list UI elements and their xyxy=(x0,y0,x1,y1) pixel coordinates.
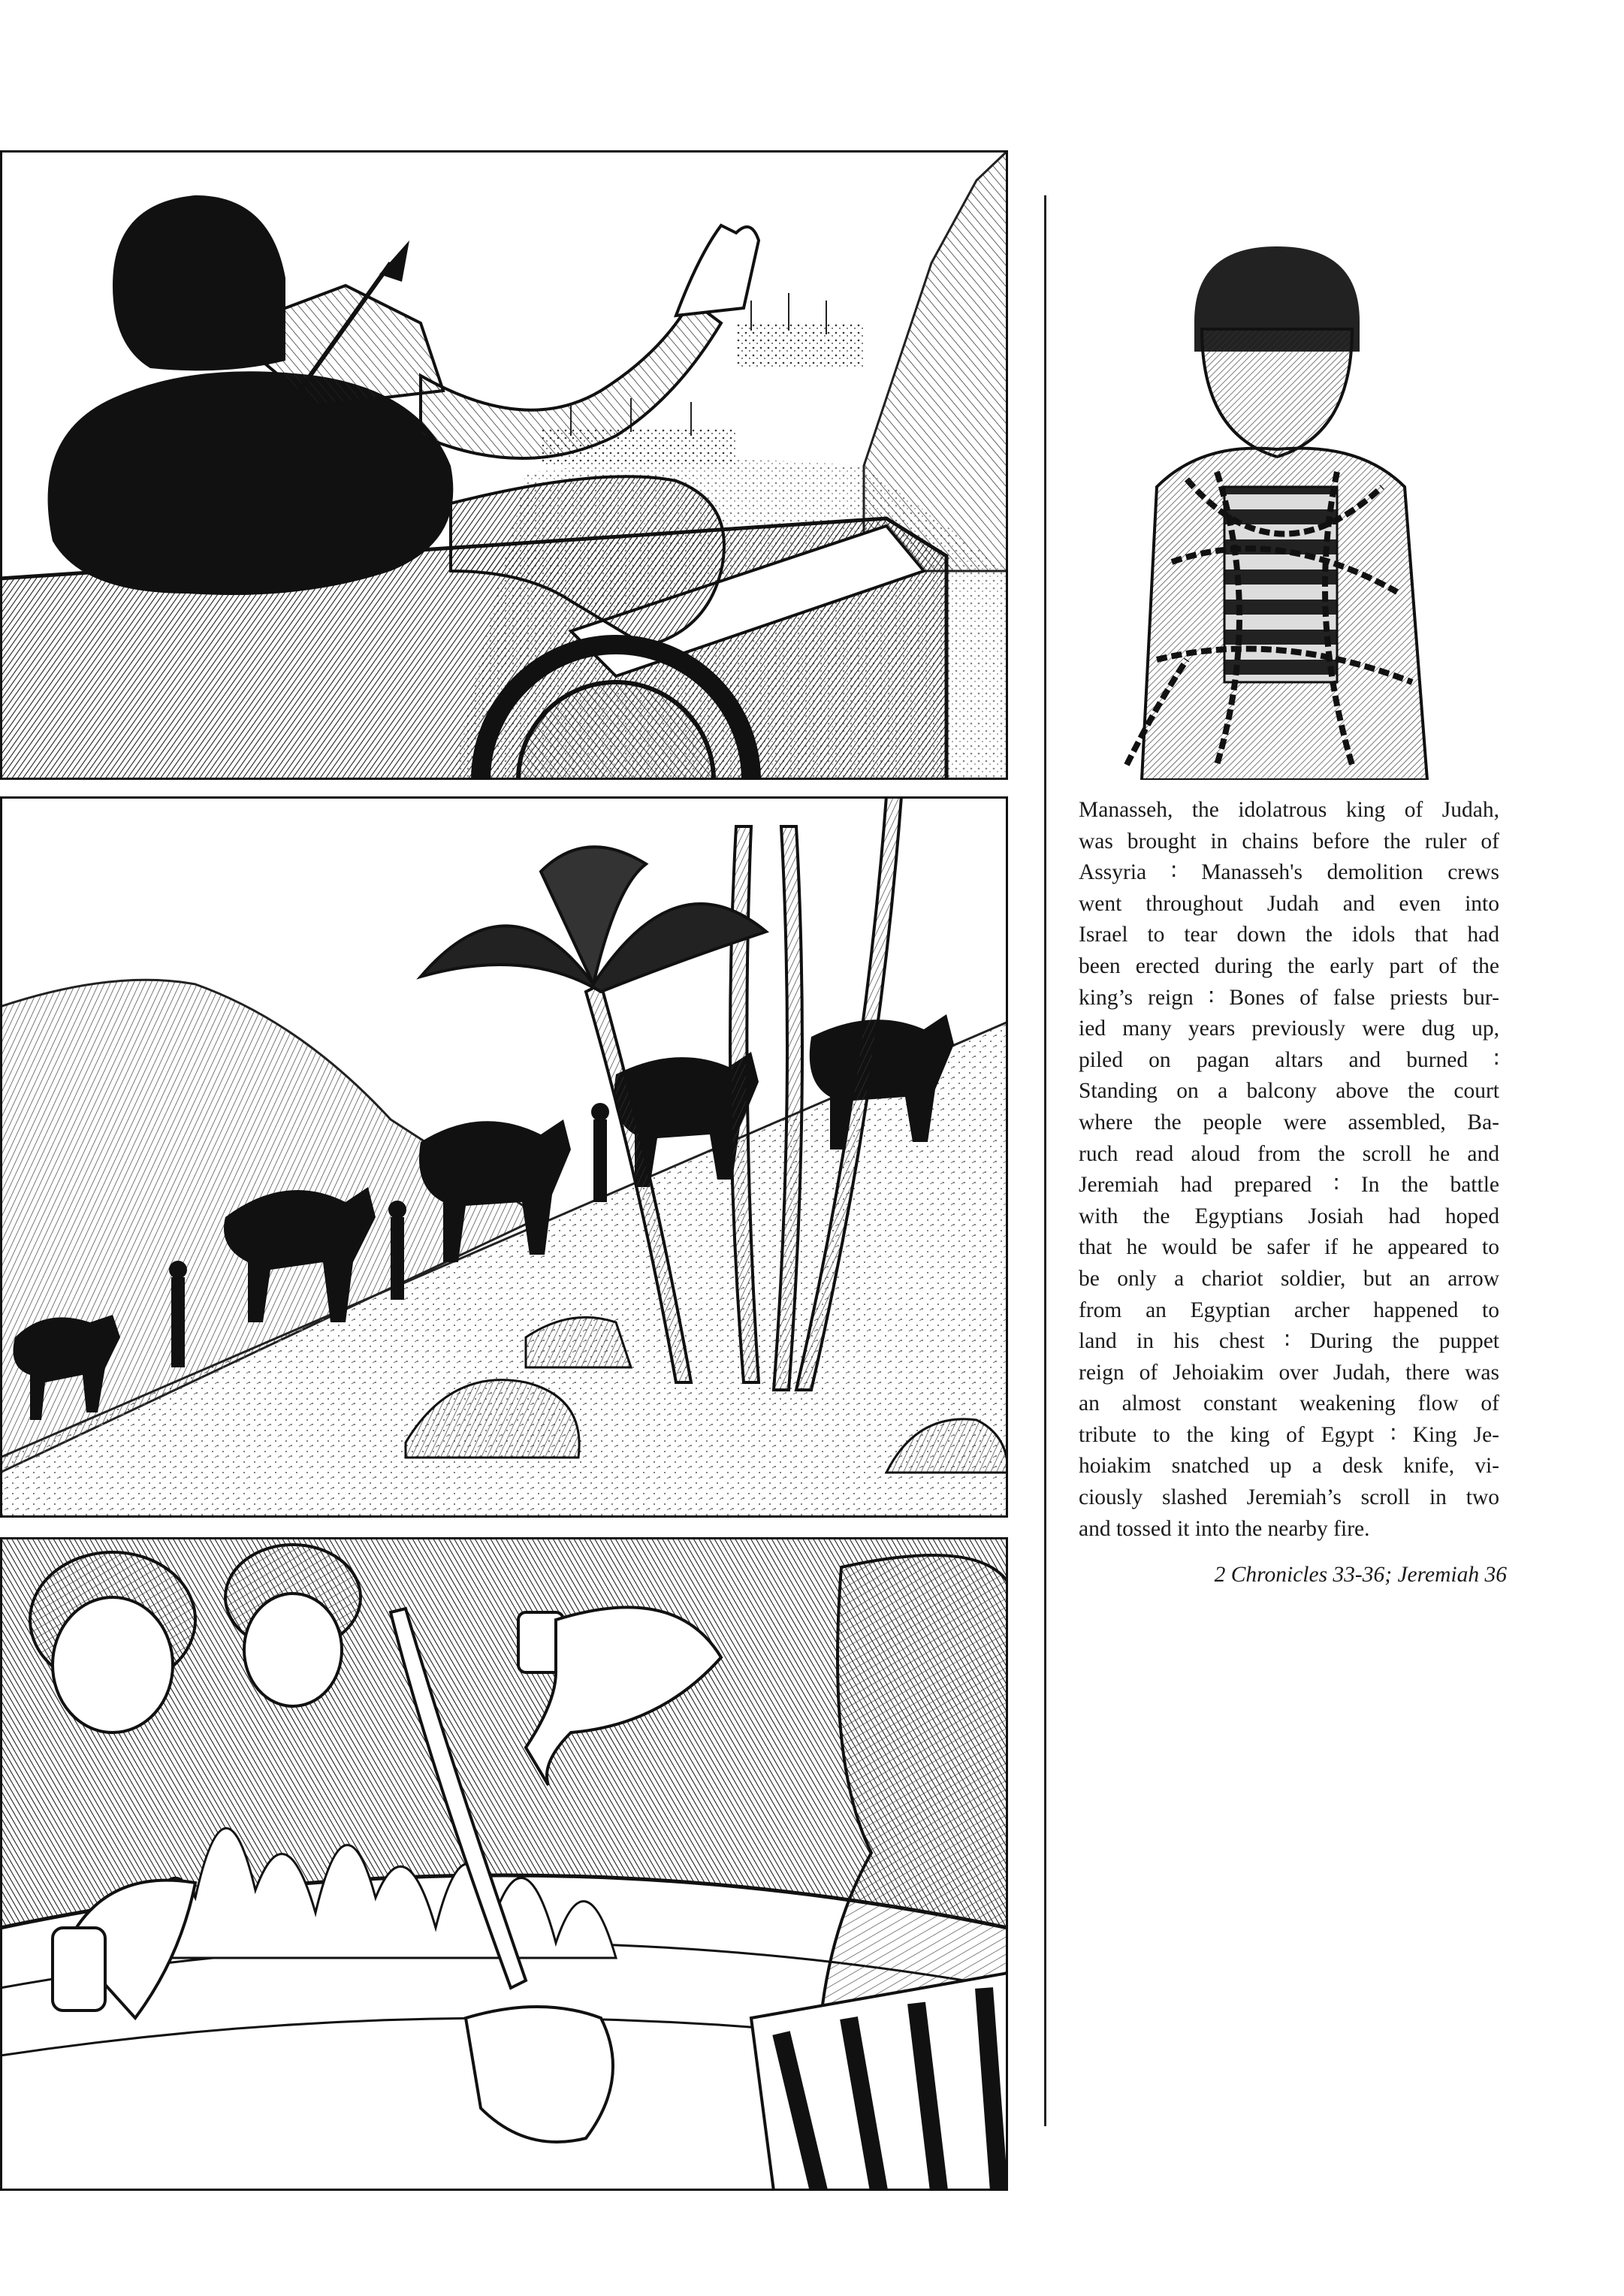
caption-line: from an Egyptian archer happened to xyxy=(1079,1298,1499,1322)
caption-line: Israel to tear down the idols that had xyxy=(1079,923,1499,947)
caption-line: king’s reign ∶ Bones of false priests bur- xyxy=(1079,985,1499,1010)
panel-scroll-burning-scene xyxy=(0,1537,1008,2191)
caption-line: and tossed it into the nearby fire. xyxy=(1079,1516,1370,1541)
caption-line: land in his chest ∶ During the puppet xyxy=(1079,1329,1499,1354)
caption-line: be only a chariot soldier, but an arrow xyxy=(1079,1266,1499,1291)
caption-line: where the people were assembled, Ba- xyxy=(1079,1110,1499,1134)
caravan-illustration xyxy=(0,796,1008,1518)
panel-chariot-scene xyxy=(0,150,1008,780)
column-divider xyxy=(1044,195,1046,2126)
scripture-reference: 2 Chronicles 33-36; Jeremiah 36 xyxy=(1214,1563,1507,1587)
caption-line: was brought in chains before the ruler of xyxy=(1079,829,1499,853)
king-body xyxy=(48,371,454,595)
caption-line: that he would be safer if he appeared to xyxy=(1079,1235,1499,1260)
caption-line: reign of Jehoiakim over Judah, there was xyxy=(1079,1360,1499,1385)
caption-line: Standing on a balcony above the court xyxy=(1079,1079,1499,1104)
king-helmet xyxy=(113,195,285,370)
caption-line: hoiakim snatched up a desk knife, vi- xyxy=(1079,1454,1499,1479)
caption-line: piled on pagan altars and burned ∶ xyxy=(1079,1047,1499,1072)
panel-caravan-scene xyxy=(0,796,1008,1518)
fire-illustration xyxy=(0,1537,1008,2191)
caption-line: with the Egyptians Josiah had hoped xyxy=(1079,1204,1499,1228)
caption-line: been erected during the early part of the xyxy=(1079,953,1499,978)
caption-line: tribute to the king of Egypt ∶ King Je- xyxy=(1079,1422,1499,1447)
caption-line: Manasseh, the idolatrous king of Judah, xyxy=(1079,798,1499,822)
caption-line: Jeremiah had prepared ∶ In the battle xyxy=(1079,1173,1499,1198)
caption-line: an almost constant weakening flow of xyxy=(1079,1391,1499,1416)
chained-king-portrait xyxy=(1112,239,1472,780)
caption-line: ruch read aloud from the scroll he and xyxy=(1079,1141,1499,1166)
caption-line: ciously slashed Jeremiah’s scroll in two xyxy=(1079,1485,1499,1510)
caption-text xyxy=(1079,795,1499,1545)
chariot-illustration xyxy=(0,150,1008,780)
caption-line: Assyria ∶ Manasseh's demolition crews xyxy=(1079,860,1499,885)
caption-line: ied many years previously were dug up, xyxy=(1079,1017,1499,1041)
manasseh-illustration xyxy=(1112,239,1472,780)
caption-line: went throughout Judah and even into xyxy=(1079,891,1499,916)
